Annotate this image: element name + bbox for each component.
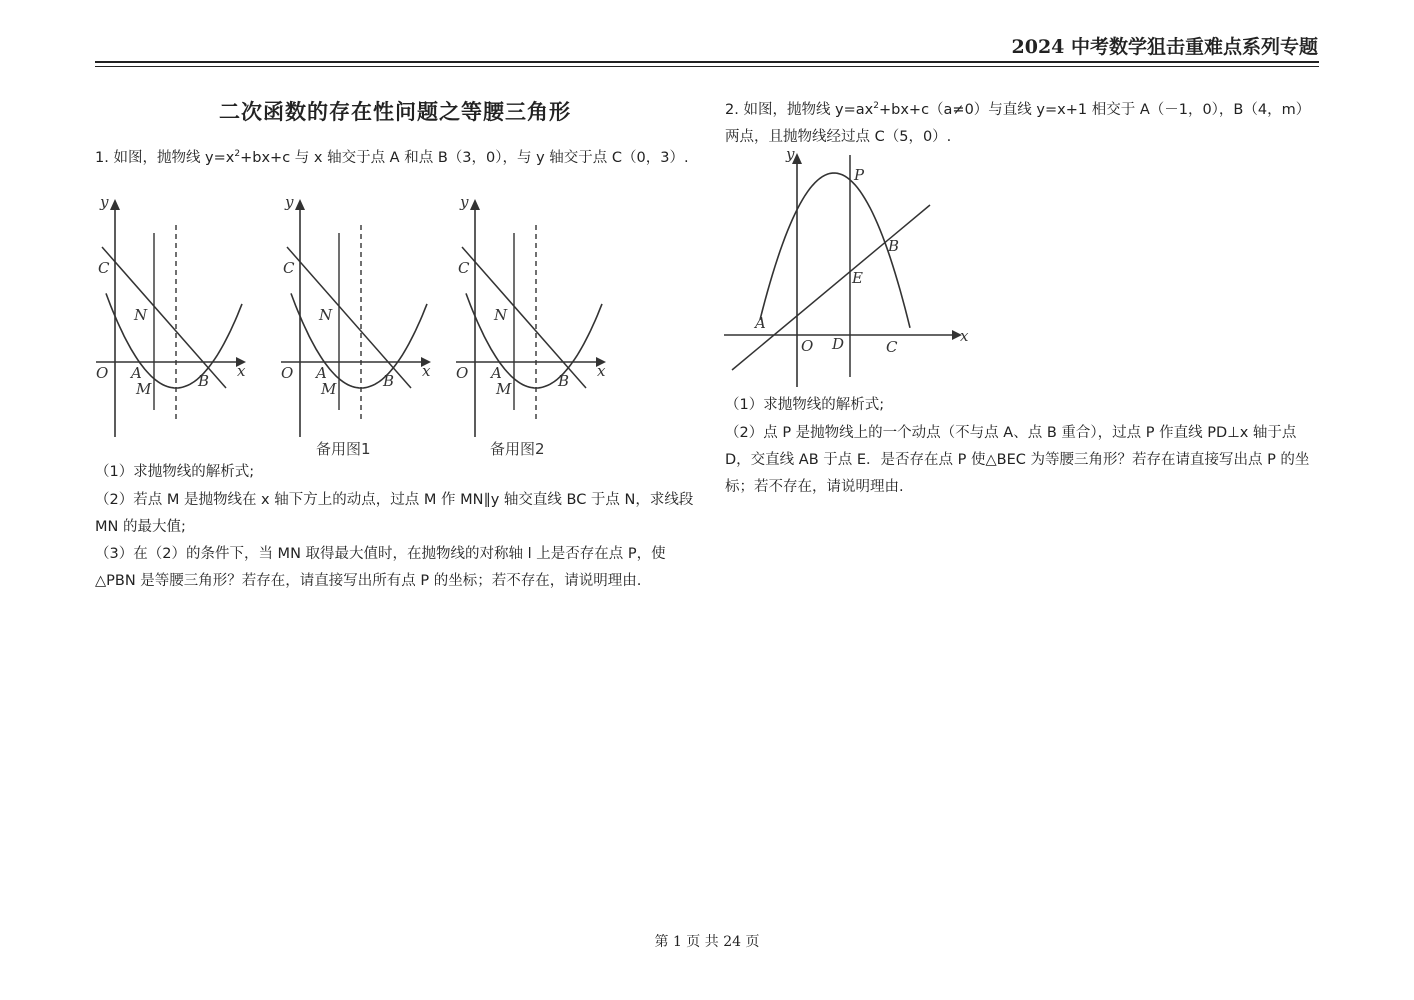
q1-part1: （1）求抛物线的解析式;: [95, 464, 255, 480]
q1-figure-main: [90, 195, 260, 440]
y-axis-arrow: [295, 199, 305, 210]
header-rule-thick: [95, 61, 1319, 63]
document-title: 二次函数的存在性问题之等腰三角形: [219, 99, 571, 124]
parabola-curve: [106, 293, 242, 388]
label-c: C: [886, 338, 898, 356]
line-bc: [287, 247, 411, 388]
label-o: O: [96, 364, 109, 382]
y-axis-arrow: [470, 199, 480, 210]
q1-figure-backup-1: [275, 195, 445, 440]
label-y: y: [786, 145, 795, 163]
label-n: N: [319, 306, 333, 324]
line-bc: [462, 247, 586, 388]
label-x: x: [960, 327, 969, 345]
caption-backup-1: 备用图1: [316, 440, 371, 458]
y-axis-arrow: [110, 199, 120, 210]
label-m: M: [321, 380, 337, 398]
q1-stem-pre: 1. 如图，抛物线 y=x: [95, 149, 235, 166]
q2-stem-post: +bx+c（a≠0）与直线 y=x+1 相交于 A（－1，0），B（4，m）两点，且抛物线经过点 C（5，0）.: [725, 101, 1311, 145]
parabola-curve: [466, 293, 602, 388]
label-o: O: [281, 364, 294, 382]
q2-stem-pre: 2. 如图，抛物线 y=ax: [725, 101, 874, 118]
q1-figure-backup-2: [450, 195, 620, 440]
q2-figure: [720, 145, 980, 390]
label-a: A: [755, 314, 766, 332]
label-o: O: [456, 364, 469, 382]
label-x: x: [422, 362, 431, 380]
label-b: B: [888, 237, 900, 255]
label-c: C: [458, 259, 470, 277]
header-title: 2024 中考数学狙击重难点系列专题: [1011, 36, 1318, 58]
label-a: A: [491, 364, 502, 382]
label-b: B: [558, 372, 570, 390]
label-p: P: [854, 166, 865, 184]
q1-stem-sup: 2: [234, 149, 241, 159]
line-ab: [732, 205, 930, 370]
line-bc: [102, 247, 226, 388]
label-y: y: [460, 193, 469, 211]
q2-part1: （1）求抛物线的解析式;: [725, 397, 885, 413]
caption-backup-2: 备用图2: [490, 440, 545, 458]
label-x: x: [597, 362, 606, 380]
q2-stem-sup: 2: [873, 101, 879, 111]
q1-stem-post: +bx+c 与 x 轴交于点 A 和点 B（3，0），与 y 轴交于点 C（0，3）.: [240, 149, 689, 166]
label-c: C: [98, 259, 110, 277]
label-a: A: [316, 364, 327, 382]
q1-part3: （3）在（2）的条件下，当 MN 取得最大值时，在抛物线的对称轴 l 上是否存在点 P，使△PBN 是等腰三角形？若存在，请直接写出所有点 P 的坐标；若不存在，请说明理由.: [95, 546, 666, 589]
label-n: N: [494, 306, 508, 324]
label-a: A: [131, 364, 142, 382]
q1-stem: [95, 141, 695, 172]
label-n: N: [134, 306, 148, 324]
label-x: x: [237, 362, 246, 380]
label-o: O: [801, 337, 814, 355]
label-b: B: [198, 372, 210, 390]
q1-part2: （2）若点 M 是抛物线在 x 轴下方上的动点，过点 M 作 MN∥y 轴交直线 BC 于点 N，求线段 MN 的最大值;: [95, 492, 694, 535]
q2-stem: [725, 93, 1323, 151]
label-y: y: [285, 193, 294, 211]
label-m: M: [496, 380, 512, 398]
q2-part2: （2）点 P 是抛物线上的一个动点（不与点 A、点 B 重合），过点 P 作直线 PD⊥x 轴于点 D，交直线 AB 于点 E．是否存在点 P 使△BEC 为等腰三角形？若存在请直接写出点 P 的坐标；若不存在，请说明理由.: [725, 425, 1310, 495]
label-y: y: [100, 193, 109, 211]
label-d: D: [832, 335, 845, 353]
header-rule-thin: [95, 66, 1319, 67]
page-footer: 第 1 页 共 24 页: [654, 934, 760, 950]
parabola-curve: [291, 293, 427, 388]
label-m: M: [136, 380, 152, 398]
label-b: B: [383, 372, 395, 390]
label-c: C: [283, 259, 295, 277]
label-e: E: [852, 269, 863, 287]
